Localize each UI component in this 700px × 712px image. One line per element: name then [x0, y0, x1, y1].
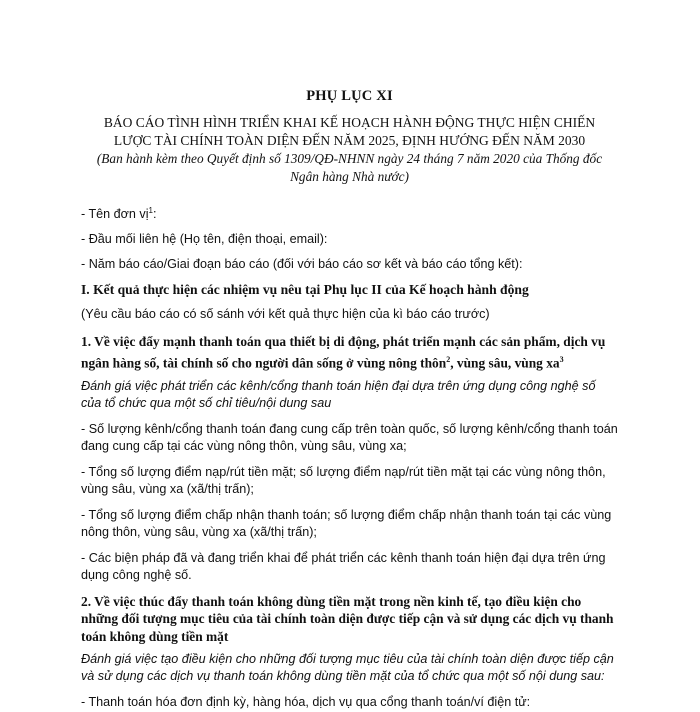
item-1-heading-text: 1. Về việc đẩy mạnh thanh toán qua thiết bị di động, phát triển mạnh các sản phẩm, dịch vụ ngân hàng số, tài chính số cho người dân sống ở vùng nông thôn: [81, 334, 606, 371]
issued-by-note: (Ban hành kèm theo Quyết định số 1309/QĐ-NHNN ngày 24 tháng 7 năm 2020 của Thống đốc Ngân hàng Nhà nước): [96, 151, 603, 184]
item-1-intro: Đánh giá việc phát triển các kênh/cổng thanh toán hiện đại dựa trên ứng dụng công nghệ số của tổ chức qua một số chỉ tiêu/nội dung sau: [81, 378, 596, 410]
section-1-note: (Yêu cầu báo cáo có số sánh với kết quả thực hiện của kì báo cáo trước): [81, 307, 490, 322]
item-1-bullet: - Tổng số lượng điểm nạp/rút tiền mặt; số lượng điểm nạp/rút tiền mặt tại các vùng nông thôn, vùng sâu, vùng xa (xã/thị trấn);: [81, 464, 606, 497]
field-unit-name-colon: :: [152, 207, 157, 222]
footnote-ref-1[interactable]: 1: [148, 206, 153, 215]
item-1-bullet: - Các biện pháp đã và đang triển khai để phát triển các kênh thanh toán hiện đại dựa trên ứng dụng công nghệ số.: [81, 550, 606, 583]
report-title: [81, 114, 618, 150]
report-title-line-1: BÁO CÁO TÌNH HÌNH TRIỂN KHAI KẾ HOẠCH HÀNH ĐỘNG THỰC HIỆN CHIẾN: [103, 115, 596, 130]
item-1-bullet: - Tổng số lượng điểm chấp nhận thanh toán; số lượng điểm chấp nhận thanh toán tại các vùng nông thôn, vùng sâu, vùng xa (xã/thị trấn);: [81, 507, 612, 540]
footnote-ref-3[interactable]: 3: [559, 354, 564, 364]
item-2-bullet: - Thanh toán hóa đơn định kỳ, hàng hóa, dịch vụ qua cổng thanh toán/ví điện tử:: [81, 695, 531, 710]
field-report-year: - Năm báo cáo/Giai đoạn báo cáo (đối với báo cáo sơ kết và báo cáo tổng kết):: [81, 257, 523, 272]
field-contact: - Đầu mối liên hệ (Họ tên, điện thoại, email):: [81, 232, 328, 247]
appendix-title: PHỤ LỤC XI: [306, 88, 393, 104]
field-unit-name: [81, 202, 618, 223]
report-title-line-2: LƯỢC TÀI CHÍNH TOÀN DIỆN ĐẾN NĂM 2025, ĐỊNH HƯỚNG ĐẾN NĂM 2030: [113, 133, 586, 148]
section-1-heading: I. Kết quả thực hiện các nhiệm vụ nêu tại Phụ lục II của Kế hoạch hành động: [81, 282, 529, 298]
item-1-heading: [81, 333, 618, 371]
item-1-bullet: - Số lượng kênh/cổng thanh toán đang cung cấp trên toàn quốc, số lượng kênh/cổng thanh toán đang cung cấp tại các vùng nông thôn, vùng sâu, vùng xa;: [81, 421, 618, 454]
item-1-heading-text-2: , vùng sâu, vùng xa: [450, 355, 560, 371]
footnote-ref-2[interactable]: 2: [446, 354, 451, 364]
field-unit-name-label: - Tên đơn vị: [81, 207, 149, 222]
item-2-heading: 2. Về việc thúc đẩy thanh toán không dùng tiền mặt trong nền kinh tế, tạo điều kiện cho những đối tượng mục tiêu của tài chính toàn diện được tiếp cận và sử dụng các dịch vụ thanh toán không dùng tiền mặt: [81, 593, 614, 644]
item-2-intro: Đánh giá việc tạo điều kiện cho những đối tượng mục tiêu của tài chính toàn diện được tiếp cận và sử dụng các dịch vụ thanh toán không dùng tiền mặt của tổ chức qua một số nội dung sau:: [81, 652, 614, 684]
